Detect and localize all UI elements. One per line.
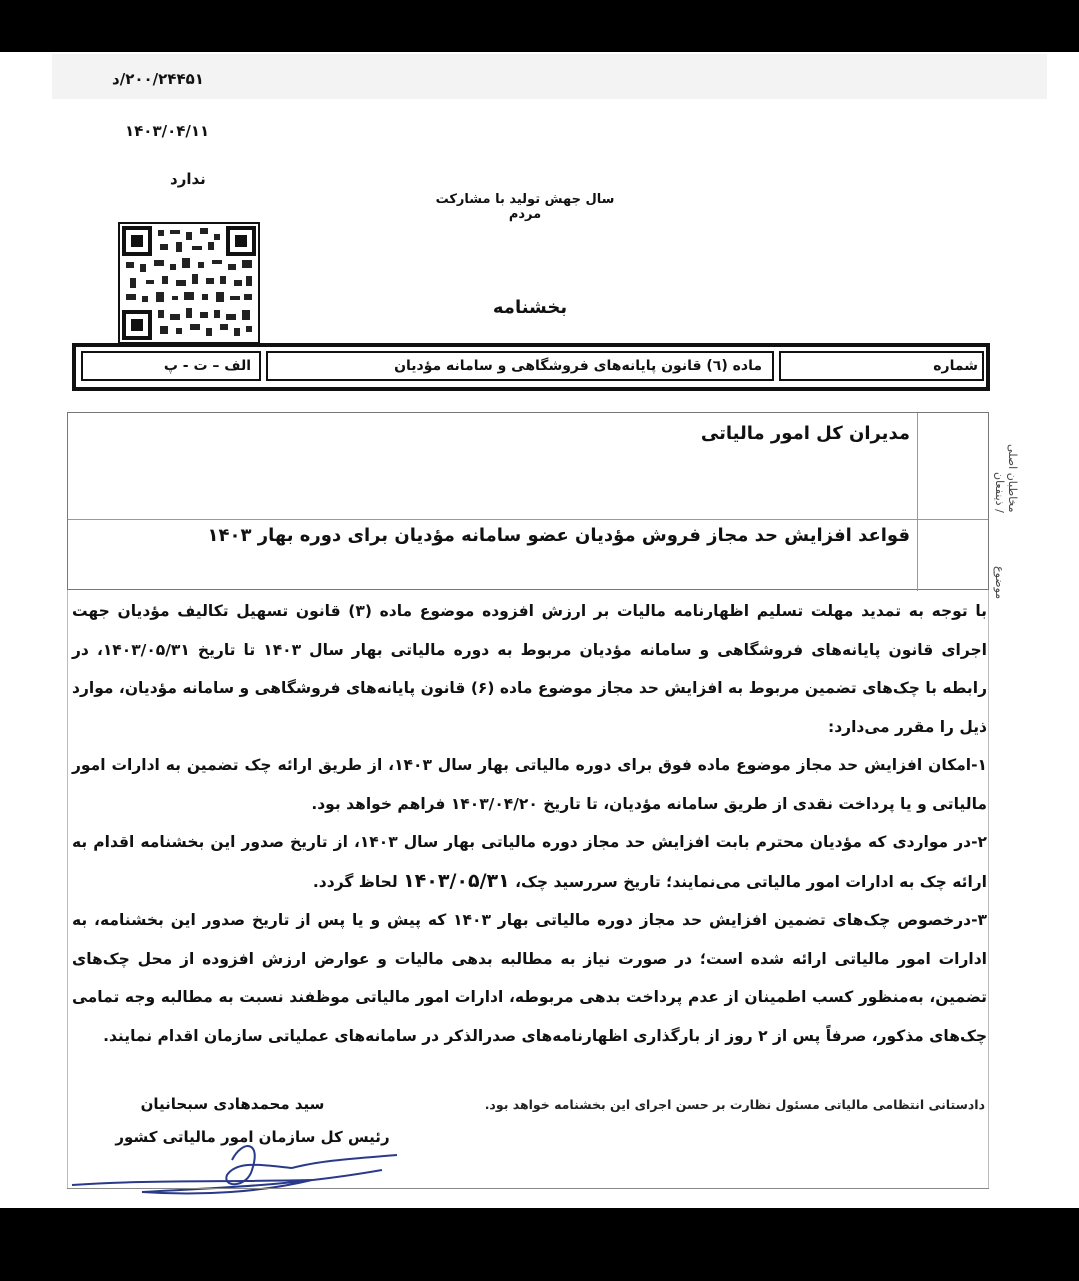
document-heading: بخشنامه xyxy=(492,297,568,318)
intro-paragraph: با توجه به تمدید مهلت تسلیم اظهارنامه مالیات بر ارزش افزوده موضوع ماده (۳) قانون تسهیل تکالیف مؤدیان جهت اجرای قانون پایانه‌های فروشگاهی و سامانه مؤدیان مربوط به دوره مالیاتی بهار سال ۱۴۰۳ تا تاریخ ۱۴۰۳/۰۵/۳۱، در رابطه با چک‌های تضمین مربوط به افزایش حد مجاز موضوع ماده (۶) قانون پایانه‌های فروشگاهی و سامانه مؤدیان، موارد ذیل را مقرر می‌دارد: xyxy=(72,602,988,736)
letter-number: ۲۰۰/۲۴۴۵۱/د xyxy=(112,70,204,88)
addressee-side-label: مخاطبان اصلی / ذینفعان xyxy=(993,444,1019,513)
letter-attachment: ندارد xyxy=(170,170,206,188)
box-column-divider xyxy=(917,413,918,591)
item-2 xyxy=(72,823,987,901)
body-text xyxy=(72,592,987,1055)
circular-document xyxy=(0,52,1079,1208)
strip-subject-label: ماده (٦) قانون پایانه‌های فروشگاهی و سامانه مؤدیان xyxy=(394,358,762,374)
item-3: ۳-درخصوص چک‌های تضمین افزایش حد مجاز دوره مالیاتی بهار ۱۴۰۳ که پیش و یا پس از تاریخ صدور این بخشنامه، به ادارات امور مالیاتی ارائه شده است؛ در صورت نیاز به مطالبه بدهی مالیات و عوارض ارزش افزوده از محل چک‌های تضمین، به‌منظور کسب اطمینان از عدم پرداخت بدهی مربوطه، ادارات امور مالیاتی موظفند نسبت به مطالبه وجه تمامی چک‌های مذکور، صرفاً پس از ۲ روز از بارگذاری اظهارنامه‌های صدرالذکر در سامانه‌های عملیاتی سازمان اقدام نمایند. xyxy=(72,911,987,1045)
addressee: مدیران کل امور مالیاتی xyxy=(700,423,910,444)
strip-subject xyxy=(266,351,774,381)
strip-number xyxy=(779,351,984,381)
supervision-note: دادستانی انتظامی مالیاتی مسئول نظارت بر حسن اجرای این بخشنامه خواهد بود. xyxy=(484,1097,985,1112)
item-1: ۱-امکان افزایش حد مجاز موضوع ماده فوق برای دوره مالیاتی بهار سال ۱۴۰۳، از طریق ارائه چک تضمین به ادارات امور مالیاتی و یا پرداخت نقدی از طریق سامانه مؤدیان، تا تاریخ ۱۴۰۳/۰۴/۲۰ فراهم خواهد بود. xyxy=(72,756,987,813)
item-2-due-date: ۱۴۰۳/۰۵/۳۱ xyxy=(403,869,510,892)
addressee-subject-box xyxy=(67,412,1019,599)
subject-side-label: موضوع xyxy=(993,565,1006,599)
body-right-border xyxy=(988,590,989,1188)
signer-name: سید محمدهادی سبحانیان xyxy=(140,1095,325,1113)
classification-code: الف – ت - پ xyxy=(81,351,261,381)
item-2-text: ۲-در مواردی که مؤدیان محترم بابت افزایش حد مجاز دوره مالیاتی بهار سال ۱۴۰۳، از تاریخ صدور این بخشنامه اقدام به ارائه چک به ادارات امور مالیاتی می‌نمایند؛ تاریخ سررسید چک، xyxy=(72,833,987,891)
letter-date: ۱۴۰۳/۰۴/۱۱ xyxy=(125,122,210,140)
subject-title: قواعد افزایش حد مجاز فروش مؤدیان عضو سامانه مؤدیان برای دوره بهار ۱۴۰۳ xyxy=(207,525,910,546)
bottom-black-bar xyxy=(0,1208,1079,1281)
year-slogan: سال جهش تولید با مشارکت مردم xyxy=(435,192,615,222)
signer-title: رئیس کل سازمان امور مالیاتی کشور xyxy=(115,1128,390,1146)
qr-code-icon xyxy=(118,222,260,344)
bottom-border xyxy=(67,1188,989,1189)
header-strip xyxy=(72,343,990,391)
strip-number-label: شماره xyxy=(933,358,978,374)
top-black-bar xyxy=(0,0,1079,52)
box-row-divider xyxy=(68,519,988,520)
signature-icon xyxy=(62,1130,402,1200)
body-left-border xyxy=(67,590,68,1188)
item-2-end: لحاظ گردد. xyxy=(312,872,398,891)
